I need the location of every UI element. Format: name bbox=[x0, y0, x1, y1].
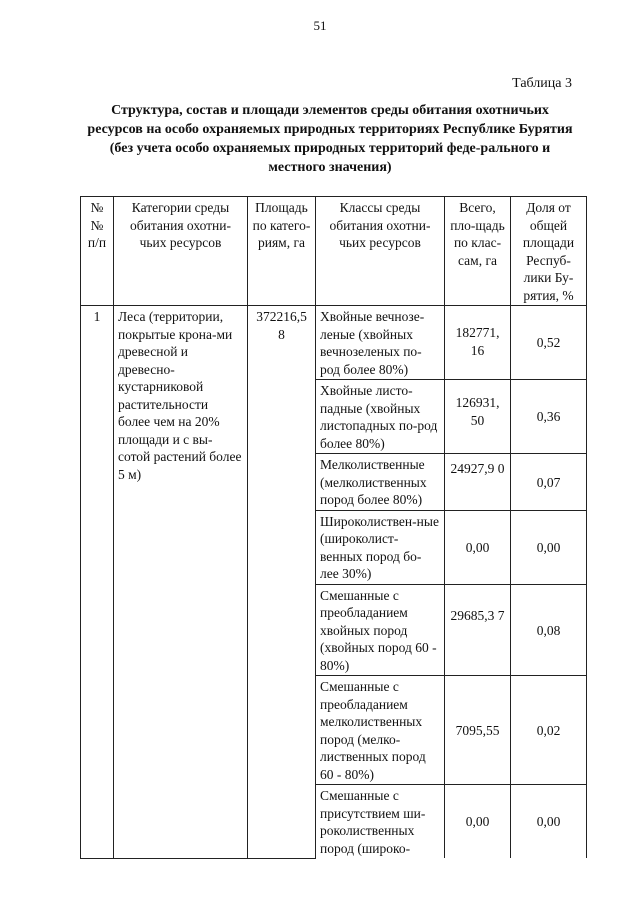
class-total: 126931, 50 bbox=[445, 380, 511, 454]
page-number: 51 bbox=[313, 18, 327, 33]
class-total: 182771, 16 bbox=[445, 306, 511, 380]
header-num: № № п/п bbox=[81, 197, 114, 306]
header-classes: Классы среды обитания охотни-чьих ресурсов bbox=[316, 197, 445, 306]
table-header-row bbox=[81, 197, 587, 306]
class-total: 0,00 bbox=[445, 785, 511, 859]
row-area: 372216,5 8 bbox=[248, 306, 316, 859]
class-name: Смешанные с преобладанием хвойных пород (хвойных пород 60 - 80%) bbox=[316, 584, 445, 676]
class-total: 24927,9 0 bbox=[445, 454, 511, 511]
class-name: Хвойные вечнозе-леные (хвойных вечнозеленых по-род более 80%) bbox=[316, 306, 445, 380]
class-share: 0,07 bbox=[511, 454, 587, 511]
header-share: Доля от общей площади Респуб-лики Бу-рятия, % bbox=[511, 197, 587, 306]
class-share: 0,08 bbox=[511, 584, 587, 676]
table-label: Таблица 3 bbox=[512, 76, 572, 91]
class-name: Смешанные с преобладанием мелколиственных пород (мелко-лиственных пород 60 - 80%) bbox=[316, 676, 445, 785]
header-area: Площадь по катего-риям, га bbox=[248, 197, 316, 306]
class-total: 0,00 bbox=[445, 510, 511, 584]
class-share: 0,02 bbox=[511, 676, 587, 785]
class-name: Широколиствен-ные (широколист-венных пород бо-лее 30%) bbox=[316, 510, 445, 584]
class-total: 29685,3 7 bbox=[445, 584, 511, 676]
header-total: Всего, пло-щадь по клас-сам, га bbox=[445, 197, 511, 306]
class-name: Смешанные с присутствием ши-роколиственных пород (широко- bbox=[316, 785, 445, 859]
row-category: Леса (территории, покрытые крона-ми древесной и древесно-кустарниковой растительности более чем на 20% площади и с вы-сотой растений более 5 м) bbox=[114, 306, 248, 859]
class-share: 0,00 bbox=[511, 510, 587, 584]
class-total: 7095,55 bbox=[445, 676, 511, 785]
table-row bbox=[81, 306, 587, 380]
habitat-table bbox=[80, 196, 587, 859]
class-share: 0,00 bbox=[511, 785, 587, 859]
header-category: Категории среды обитания охотни-чьих ресурсов bbox=[114, 197, 248, 306]
class-name: Хвойные листо-падные (хвойных листопадных по-род более 80%) bbox=[316, 380, 445, 454]
class-name: Мелколиственные (мелколиственных пород более 80%) bbox=[316, 454, 445, 511]
row-number: 1 bbox=[81, 306, 114, 859]
class-share: 0,36 bbox=[511, 380, 587, 454]
class-share: 0,52 bbox=[511, 306, 587, 380]
table-title: Структура, состав и площади элементов среды обитания охотничьих ресурсов на особо охраняемых природных территориях Республике Бурятия (без учета особо охраняемых природных территорий феде-рального и местного значения) bbox=[87, 103, 573, 175]
